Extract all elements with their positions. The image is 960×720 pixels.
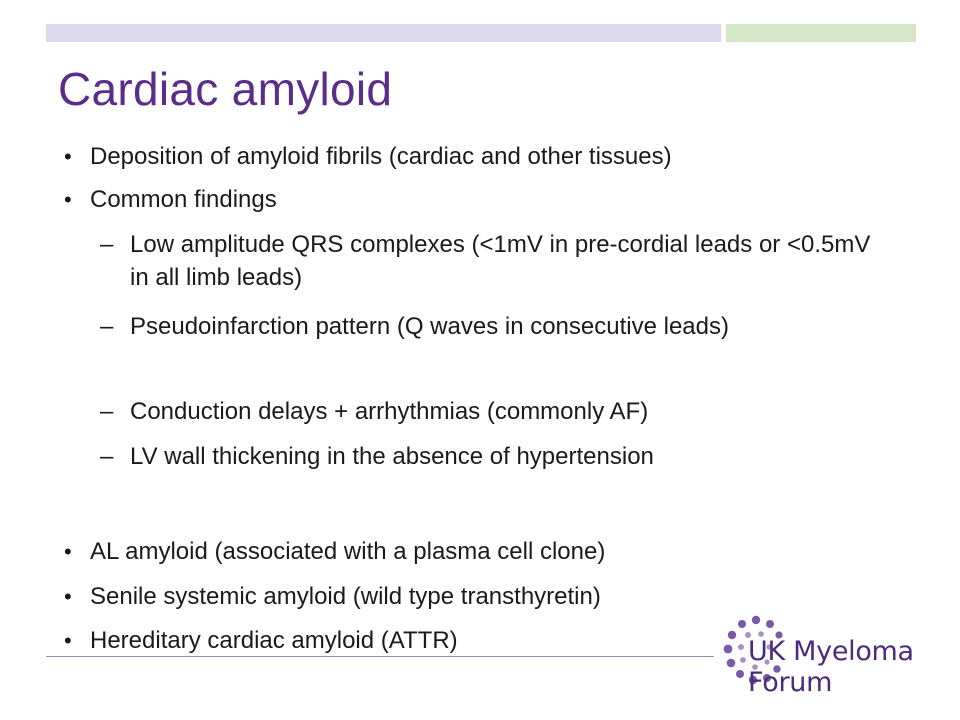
bullet-marker: • xyxy=(64,144,72,169)
dash-marker: – xyxy=(100,443,114,470)
sub-bullet-item xyxy=(100,395,890,428)
bullet-marker: • xyxy=(64,539,72,564)
bullet-marker: • xyxy=(64,187,72,212)
slide-title: Cardiac amyloid xyxy=(58,63,393,115)
dash-marker: – xyxy=(100,398,114,425)
top-decorative-bar-purple xyxy=(46,24,721,42)
bullet-item xyxy=(64,140,890,173)
footer-divider xyxy=(46,656,714,657)
dash-marker: – xyxy=(100,231,114,258)
sub-bullet-item xyxy=(100,310,890,343)
bullet-text: Common findings xyxy=(90,186,277,213)
bullet-text: Pseudoinfarction pattern (Q waves in consecutive leads) xyxy=(130,313,729,340)
sub-bullet-item xyxy=(100,228,890,294)
bullet-text: AL amyloid (associated with a plasma cell clone) xyxy=(90,538,606,565)
sub-bullet-item xyxy=(100,440,890,473)
bullet-text: LV wall thickening in the absence of hypertension xyxy=(130,443,654,470)
bullet-text: Hereditary cardiac amyloid (ATTR) xyxy=(90,627,458,654)
bullet-text: Deposition of amyloid fibrils (cardiac and other tissues) xyxy=(90,143,672,170)
bullet-text: Senile systemic amyloid (wild type transthyretin) xyxy=(90,583,601,610)
bullet-marker: • xyxy=(64,584,72,609)
bullet-text: Low amplitude QRS complexes (<1mV in pre-cordial leads or <0.5mV in all limb leads) xyxy=(130,231,871,291)
bullet-item xyxy=(64,183,890,216)
top-decorative-bar-green xyxy=(726,24,916,42)
logo-text: UK Myeloma Forum xyxy=(748,636,914,698)
bullet-item xyxy=(64,535,890,568)
dash-marker: – xyxy=(100,313,114,340)
bullet-item xyxy=(64,580,890,613)
bullet-marker: • xyxy=(64,628,72,653)
bullet-text: Conduction delays + arrhythmias (commonly AF) xyxy=(130,398,649,425)
